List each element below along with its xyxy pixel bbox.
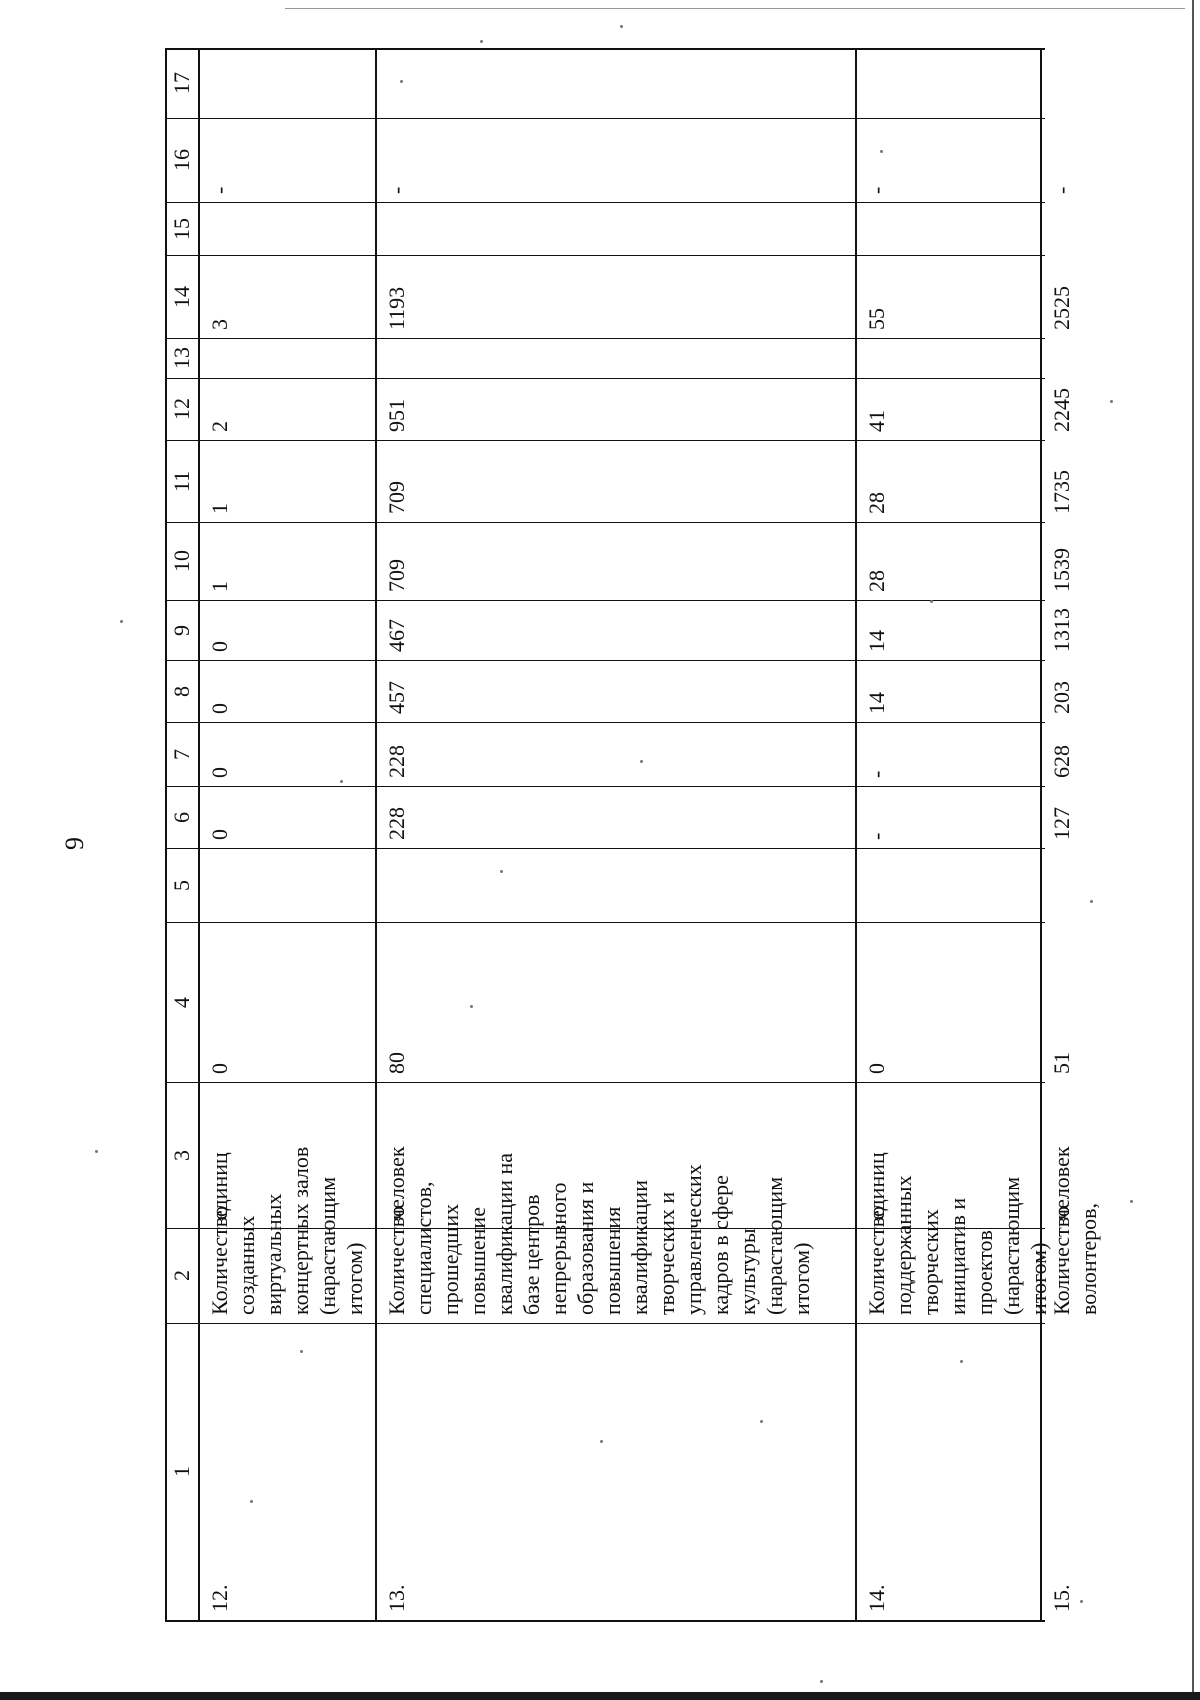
indicator-name-line: волонтеров, (1076, 1203, 1101, 1315)
column-number-16: 16 (169, 149, 194, 171)
row-number: 14. (864, 1584, 889, 1612)
column-number-1: 1 (169, 1466, 194, 1477)
column-divider (165, 786, 1045, 787)
indicator-name-line: кадров в сфере (708, 1175, 733, 1315)
indicator-name-line: повышение (465, 1207, 490, 1315)
indicator-name-line: повышения (600, 1206, 625, 1315)
column-divider (165, 1323, 1045, 1324)
value-cell-c4: 0 (864, 1063, 889, 1074)
row-number: 13. (384, 1584, 409, 1612)
column-number-8: 8 (169, 685, 194, 697)
scan-speck (1130, 1200, 1133, 1203)
indicator-name-line: проектов (972, 1230, 997, 1315)
column-number-11: 11 (169, 470, 194, 492)
value-cell-c6: 0 (207, 829, 232, 840)
scan-speck (340, 780, 343, 783)
indicator-name (863, 1175, 1052, 1315)
value-cell-c6: 228 (384, 807, 409, 840)
scan-speck (300, 1350, 303, 1353)
unit-cell: единиц (207, 1152, 232, 1220)
indicator-name-line: творческих и (654, 1191, 679, 1315)
value-cell-c12: 41 (864, 410, 889, 432)
value-cell-c7: - (864, 770, 889, 778)
value-cell-c16: - (384, 186, 409, 194)
scan-speck (620, 25, 623, 28)
indicator-name-line: Количество (384, 1205, 409, 1315)
value-cell-c12: 951 (384, 399, 409, 432)
indicator-name-line: базе центров (519, 1194, 544, 1315)
value-cell-c14: 3 (207, 319, 232, 330)
scan-top-rule (285, 8, 1185, 9)
column-number-7: 7 (169, 748, 194, 760)
scan-speck (500, 870, 503, 873)
value-cell-c16: - (1049, 186, 1074, 194)
column-number-2: 2 (169, 1270, 194, 1281)
unit-cell: человек (384, 1146, 409, 1220)
unit-cell: единиц (864, 1152, 889, 1220)
value-cell-c10: 1 (207, 581, 232, 592)
column-number-12: 12 (169, 398, 194, 420)
indicator-name-line: итогом) (789, 1242, 814, 1315)
value-cell-c9: 14 (864, 630, 889, 652)
value-cell-c9: 0 (207, 641, 232, 652)
scan-speck (400, 80, 403, 83)
indicator-name-line: (нарастающим (762, 1176, 787, 1315)
column-divider (165, 722, 1045, 723)
scan-bottom-edge (0, 1692, 1200, 1700)
column-divider (165, 600, 1045, 601)
column-divider (165, 922, 1045, 923)
value-cell-c14: 2525 (1049, 286, 1074, 330)
value-cell-c8: 203 (1049, 681, 1074, 714)
value-cell-c4: 80 (384, 1052, 409, 1074)
column-divider (165, 1082, 1045, 1083)
column-divider (165, 848, 1045, 849)
column-divider (165, 202, 1045, 203)
indicator-name-line: созданных (234, 1215, 259, 1315)
scan-speck (470, 1005, 473, 1008)
column-number-4: 4 (169, 996, 194, 1008)
column-number-3: 3 (169, 1149, 194, 1161)
value-cell-c9: 467 (384, 619, 409, 652)
value-cell-c7: 228 (384, 745, 409, 778)
indicator-name (383, 1153, 815, 1315)
row-number: 12. (207, 1584, 232, 1612)
value-cell-c11: 28 (864, 492, 889, 514)
value-cell-c11: 1735 (1049, 470, 1074, 514)
scan-speck (930, 600, 933, 603)
indicator-name-line: концертных залов (288, 1146, 313, 1315)
indicator-name-line: квалификации на (492, 1152, 517, 1315)
header-row-divider (198, 48, 200, 1620)
column-number-13: 13 (169, 347, 194, 369)
scan-speck (250, 1500, 253, 1503)
scan-speck (960, 1360, 963, 1363)
value-cell-c14: 55 (864, 308, 889, 330)
column-divider (165, 338, 1045, 339)
indicator-name-line: (нарастающим (315, 1176, 340, 1315)
value-cell-c6: - (864, 832, 889, 840)
column-divider (165, 440, 1045, 441)
scan-speck (95, 1150, 98, 1153)
scan-speck (120, 620, 123, 623)
column-number-15: 15 (169, 217, 194, 240)
value-cell-c10: 28 (864, 570, 889, 592)
indicator-name-line: Количество (207, 1205, 232, 1315)
row-divider (855, 48, 857, 1620)
column-divider (165, 255, 1045, 256)
value-cell-c16: - (864, 186, 889, 194)
indicator-name-line: инициатив и (945, 1197, 970, 1315)
value-cell-c10: 1539 (1049, 548, 1074, 592)
scan-speck (1080, 1600, 1083, 1603)
value-cell-c4: 0 (207, 1063, 232, 1074)
value-cell-c7: 0 (207, 767, 232, 778)
row-divider (1040, 48, 1042, 1620)
table-border-left (165, 1620, 1045, 1622)
value-cell-c14: 1193 (384, 286, 409, 330)
row-number: 15. (1049, 1584, 1074, 1612)
indicator-name-line: квалификации (627, 1180, 652, 1315)
indicator-name-line: непрерывного (546, 1182, 571, 1315)
indicator-name-line: культуры (735, 1228, 760, 1315)
column-number-6: 6 (169, 811, 194, 823)
value-cell-c8: 0 (207, 703, 232, 714)
column-number-5: 5 (169, 879, 194, 891)
column-divider (165, 660, 1045, 661)
value-cell-c7: 628 (1049, 745, 1074, 778)
value-cell-c8: 14 (864, 692, 889, 714)
indicator-name-line: итогом) (1026, 1242, 1051, 1315)
indicator-name-line: управленческих (681, 1164, 706, 1315)
scan-speck (1110, 400, 1113, 403)
value-cell-c12: 2 (207, 421, 232, 432)
indicator-name-line: Количество (1049, 1205, 1074, 1315)
value-cell-c4: 51 (1049, 1052, 1074, 1074)
scan-speck (600, 1440, 603, 1443)
indicator-name-line: образования и (573, 1181, 598, 1315)
column-number-14: 14 (169, 285, 194, 308)
table-border-right (165, 48, 1045, 50)
scan-speck (820, 1680, 823, 1683)
row-divider (375, 48, 377, 1620)
scan-speck (1090, 900, 1093, 903)
indicator-name-line: итогом) (342, 1242, 367, 1315)
value-cell-c16: - (207, 186, 232, 194)
value-cell-c12: 2245 (1049, 388, 1074, 432)
indicator-name-line: поддержанных (891, 1175, 916, 1315)
indicator-name-line: творческих (918, 1209, 943, 1315)
value-cell-c8: 457 (384, 681, 409, 714)
scan-speck (480, 40, 483, 43)
indicator-name-line: (нарастающим (999, 1176, 1024, 1315)
column-divider (165, 378, 1045, 379)
scan-speck (880, 150, 883, 153)
value-cell-c10: 709 (384, 559, 409, 592)
column-number-10: 10 (169, 550, 194, 572)
value-cell-c11: 1 (207, 503, 232, 514)
table-border-top (165, 48, 167, 1620)
page-number: 9 (60, 837, 89, 850)
value-cell-c11: 709 (384, 481, 409, 514)
column-number-9: 9 (169, 624, 194, 636)
value-cell-c9: 1313 (1049, 608, 1074, 652)
indicator-name-line: виртуальных (261, 1193, 286, 1315)
column-divider (165, 118, 1045, 119)
scan-speck (760, 1420, 763, 1423)
indicator-name-line: специалистов, (411, 1181, 436, 1315)
scan-speck (640, 760, 643, 763)
value-cell-c6: 127 (1049, 807, 1074, 840)
scan-right-edge (1192, 0, 1194, 1700)
unit-cell: человек (1049, 1146, 1074, 1220)
column-number-17: 17 (169, 72, 194, 94)
indicator-name-line: Количество (864, 1205, 889, 1315)
column-divider (165, 522, 1045, 523)
indicator-name-line: прошедших (438, 1203, 463, 1315)
